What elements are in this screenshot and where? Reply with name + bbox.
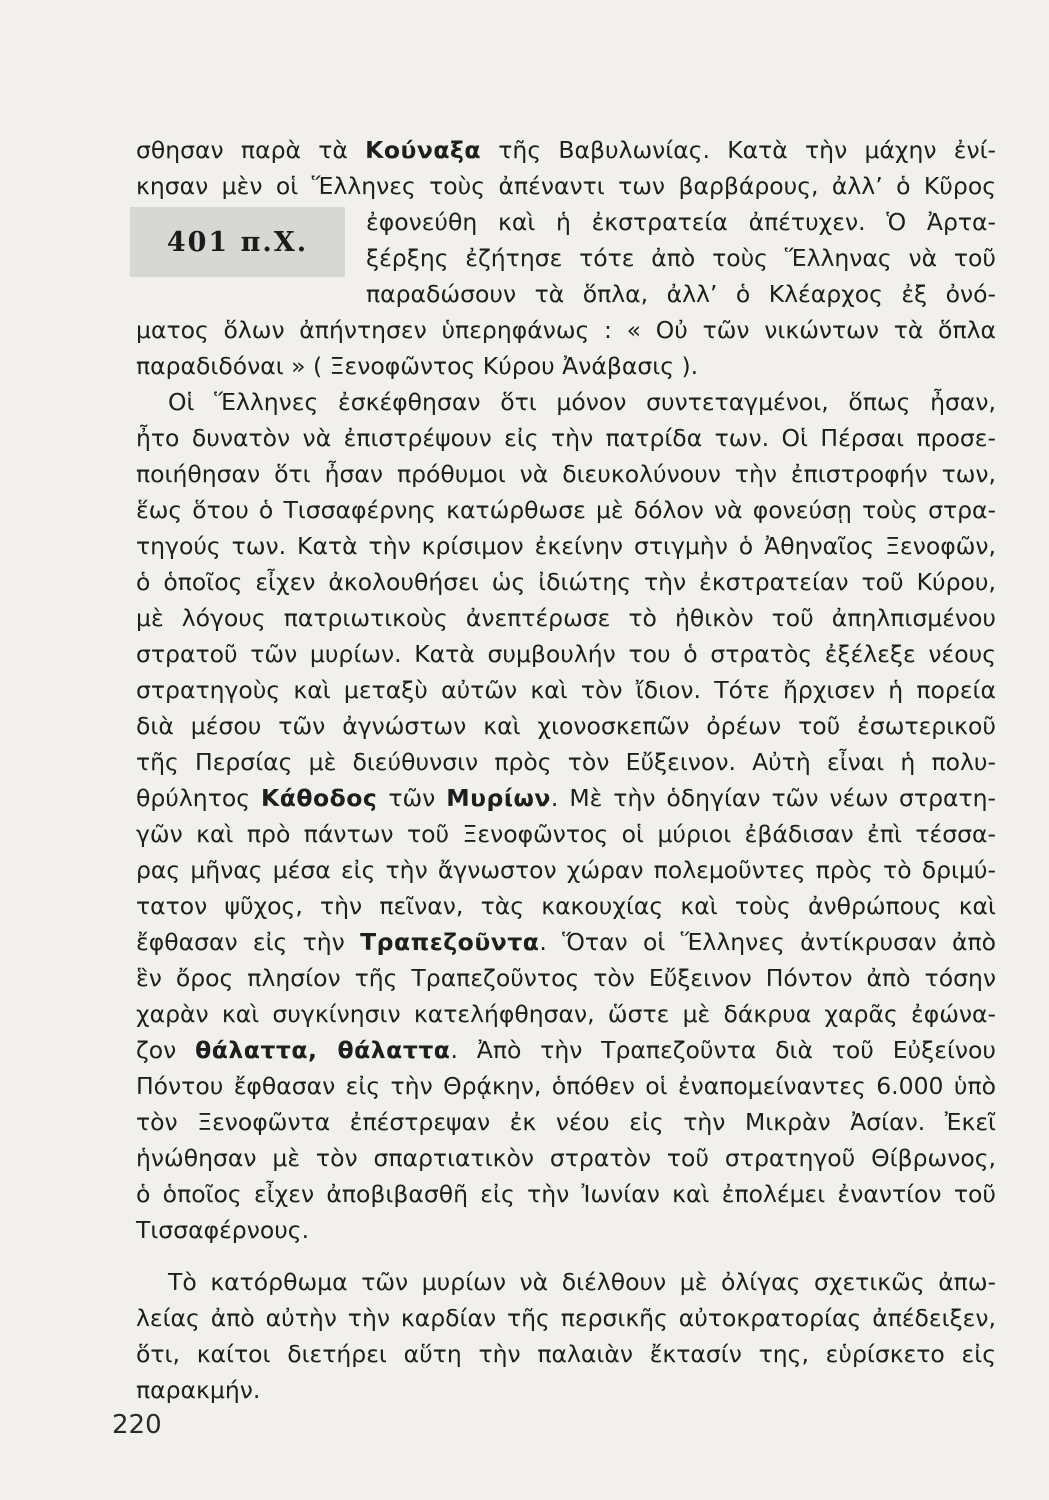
text-line: κησαν μὲν οἱ Ἕλληνες τοὺς ἀπέναντι των βαρβάρους, ἀλλ’ ὁ Κῦρος [136,172,996,200]
text-line: ὁ ὁποῖος εἶχεν ἀποβιβασθῆ εἰς τὴν Ἰωνίαν καὶ ἐπολέμει ἐναντίον τοῦ [136,1180,996,1208]
emphasized-term: Κάθοδος [260,784,378,812]
text-line: μὲ λόγους πατριωτικοὺς ἀνεπτέρωσε τὸ ἠθικὸν τοῦ ἀπηλπισμένου [136,604,996,632]
page-number: 220 [112,1410,162,1440]
text-line: ἦτο δυνατὸν νὰ ἐπιστρέψουν εἰς τὴν πατρίδα των. Οἱ Πέρσαι προσε- [136,424,996,452]
text-line: τηγούς των. Κατὰ τὴν κρίσιμον ἐκείνην στιγμὴν ὁ Ἀθηναῖος Ξενοφῶν, [136,532,996,560]
text-line: ὁ ὁποῖος εἶχεν ἀκολουθήσει ὡς ἰδιώτης τὴν ἐκστρατείαν τοῦ Κύρου, [136,568,996,596]
text-line: Τὸ κατόρθωμα τῶν μυρίων νὰ διέλθουν μὲ ὀλίγας σχετικῶς ἀπω- [168,1268,996,1296]
text-line: παραδιδόναι » ( Ξενοφῶντος Κύρου Ἀνάβασις ). [136,352,699,380]
text-line: θρύλητος Κάθοδος τῶν Μυρίων. Μὲ τὴν ὁδηγίαν τῶν νέων στρατη- [136,784,997,812]
emphasized-term: θάλαττα, θάλαττα [195,1036,451,1064]
emphasized-term: Κούναξα [365,136,482,164]
margin-date: 401 π.Χ. [166,226,309,258]
text-line: τῆς Περσίας μὲ διεύθυνσιν πρὸς τὸν Εὔξεινον. Αὐτὴ εἶναι ἡ πολυ- [136,748,996,776]
text-line: ξέρξης ἐζήτησε τότε ἀπὸ τοὺς Ἕλληνας νὰ τοῦ [366,244,996,272]
text-line: Πόντου ἔφθασαν εἰς τὴν Θρᾴκην, ὁπόθεν οἱ ἐναπομείναντες 6.000 ὑπὸ [136,1072,996,1100]
text-line: σθησαν παρὰ τὰ Κούναξα τῆς Βαβυλωνίας. Κατὰ τὴν μάχην ἐνί- [136,136,996,164]
text-line: τατον ψῦχος, τὴν πεῖναν, τὰς κακουχίας καὶ τοὺς ἀνθρώπους καὶ [136,892,996,920]
text-line: στρατηγοὺς καὶ μεταξὺ αὐτῶν καὶ τὸν ἴδιον. Τότε ἤρχισεν ἡ πορεία [136,676,996,704]
text-line: Τισσαφέρνους. [136,1216,310,1244]
text-line: ἔφθασαν εἰς τὴν Τραπεζοῦντα. Ὅταν οἱ Ἕλληνες ἀντίκρυσαν ἀπὸ [136,928,996,956]
margin-date-box [130,207,345,277]
text-line: ζον θάλαττα, θάλαττα. Ἀπὸ τὴν Τραπεζοῦντα διὰ τοῦ Εὐξείνου [136,1036,997,1064]
text-line: ρας μῆνας μέσα εἰς τὴν ἄγνωστον χώραν πολεμοῦντες πρὸς τὸ δριμύ- [136,856,996,884]
text-line: ἡνώθησαν μὲ τὸν σπαρτιατικὸν στρατὸν τοῦ στρατηγοῦ Θίβρωνος, [136,1144,996,1172]
text-line: ποιήθησαν ὅτι ἦσαν πρόθυμοι νὰ διευκολύνουν τὴν ἐπιστροφήν των, [136,460,996,488]
text-line: τὸν Ξενοφῶντα ἐπέστρεψαν ἐκ νέου εἰς τὴν Μικρὰν Ἀσίαν. Ἐκεῖ [136,1108,996,1136]
text-line: ἓν ὄρος πλησίον τῆς Τραπεζοῦντος τὸν Εὔξεινον Πόντον ἀπὸ τόσην [136,964,996,992]
text-line: Οἱ Ἕλληνες ἐσκέφθησαν ὅτι μόνον συντεταγμένοι, ὅπως ἦσαν, [168,388,996,416]
text-line: λείας ἀπὸ αὐτὴν τὴν καρδίαν τῆς περσικῆς αὐτοκρατορίας ἀπέδειξεν, [136,1304,996,1332]
text-line: χαρὰν καὶ συγκίνησιν κατελήφθησαν, ὥστε μὲ δάκρυα χαρᾶς ἐφώνα- [136,1000,996,1028]
text-line: γῶν καὶ πρὸ πάντων τοῦ Ξενοφῶντος οἱ μύριοι ἐβάδισαν ἐπὶ τέσσα- [136,820,996,848]
emphasized-term: Τραπεζοῦντα [360,928,540,956]
emphasized-term: Μυρίων [446,784,551,812]
text-line: ἐφονεύθη καὶ ἡ ἐκστρατεία ἀπέτυχεν. Ὁ Ἀρτα- [366,208,996,236]
text-line: παρακμήν. [136,1376,261,1404]
text-line: διὰ μέσου τῶν ἀγνώστων καὶ χιονοσκεπῶν ὀρέων τοῦ ἐσωτερικοῦ [136,712,996,740]
text-line: ὅτι, καίτοι διετήρει αὕτη τὴν παλαιὰν ἔκτασίν της, εὑρίσκετο εἰς [136,1340,996,1368]
text-line: ἕως ὅτου ὁ Τισσαφέρνης κατώρθωσε μὲ δόλον νὰ φονεύσῃ τοὺς στρα- [136,496,996,524]
text-line: στρατοῦ τῶν μυρίων. Κατὰ συμβουλήν του ὁ στρατὸς ἐξέλεξε νέους [136,640,996,668]
text-line: παραδώσουν τὰ ὅπλα, ἀλλ’ ὁ Κλέαρχος ἐξ ὀνό- [366,280,996,308]
text-line: ματος ὅλων ἀπήντησεν ὑπερηφάνως : « Οὐ τῶν νικώντων τὰ ὅπλα [136,316,996,344]
